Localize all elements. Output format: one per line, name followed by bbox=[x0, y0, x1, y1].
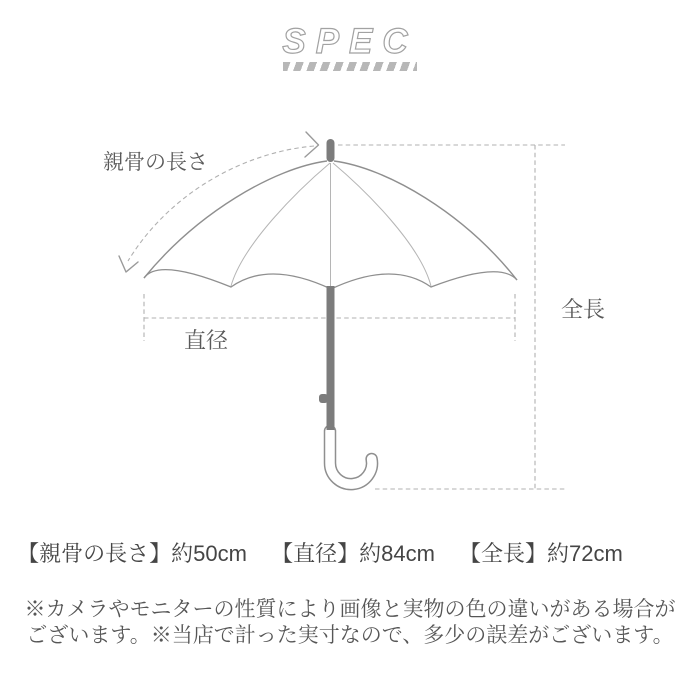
runner-stop-nub bbox=[319, 394, 328, 403]
ferrule-tip bbox=[327, 139, 335, 162]
canopy-inner-rib-left bbox=[231, 163, 330, 286]
canopy-left-rib bbox=[144, 161, 327, 278]
canopy-right-rib bbox=[334, 161, 517, 280]
total-length-label: 全長 bbox=[561, 297, 606, 322]
rib-length-label: 親骨の長さ bbox=[103, 151, 208, 174]
disclaimer-line-1: ※カメラやモニターの性質により画像と実物の色の違いがある場合が bbox=[24, 598, 676, 621]
spec-item-rib-length bbox=[17, 537, 247, 568]
spec-item-value: 約72cm bbox=[547, 541, 623, 566]
umbrella-shaft bbox=[327, 286, 335, 430]
spec-item-total-length bbox=[459, 537, 623, 568]
spec-item-diameter bbox=[271, 537, 435, 568]
diameter-label: 直径 bbox=[184, 328, 229, 353]
disclaimer-text bbox=[0, 597, 700, 649]
spec-item-label: 【親骨の長さ】 bbox=[17, 541, 172, 566]
arrowhead-down-icon bbox=[119, 256, 138, 272]
spec-item-value: 約84cm bbox=[359, 541, 435, 566]
spec-item-value: 約50cm bbox=[171, 541, 247, 566]
arrowhead-right-icon bbox=[305, 132, 319, 157]
spec-measurements-line bbox=[0, 537, 640, 568]
spec-item-label: 【全長】 bbox=[459, 541, 548, 566]
disclaimer-line-2: ございます。※当店で計った実寸なので、多少の誤差がございます。 bbox=[26, 624, 674, 647]
spec-title-text: SPEC bbox=[282, 22, 418, 61]
spec-item-label: 【直径】 bbox=[271, 541, 360, 566]
canopy-inner-rib-right bbox=[333, 163, 431, 286]
